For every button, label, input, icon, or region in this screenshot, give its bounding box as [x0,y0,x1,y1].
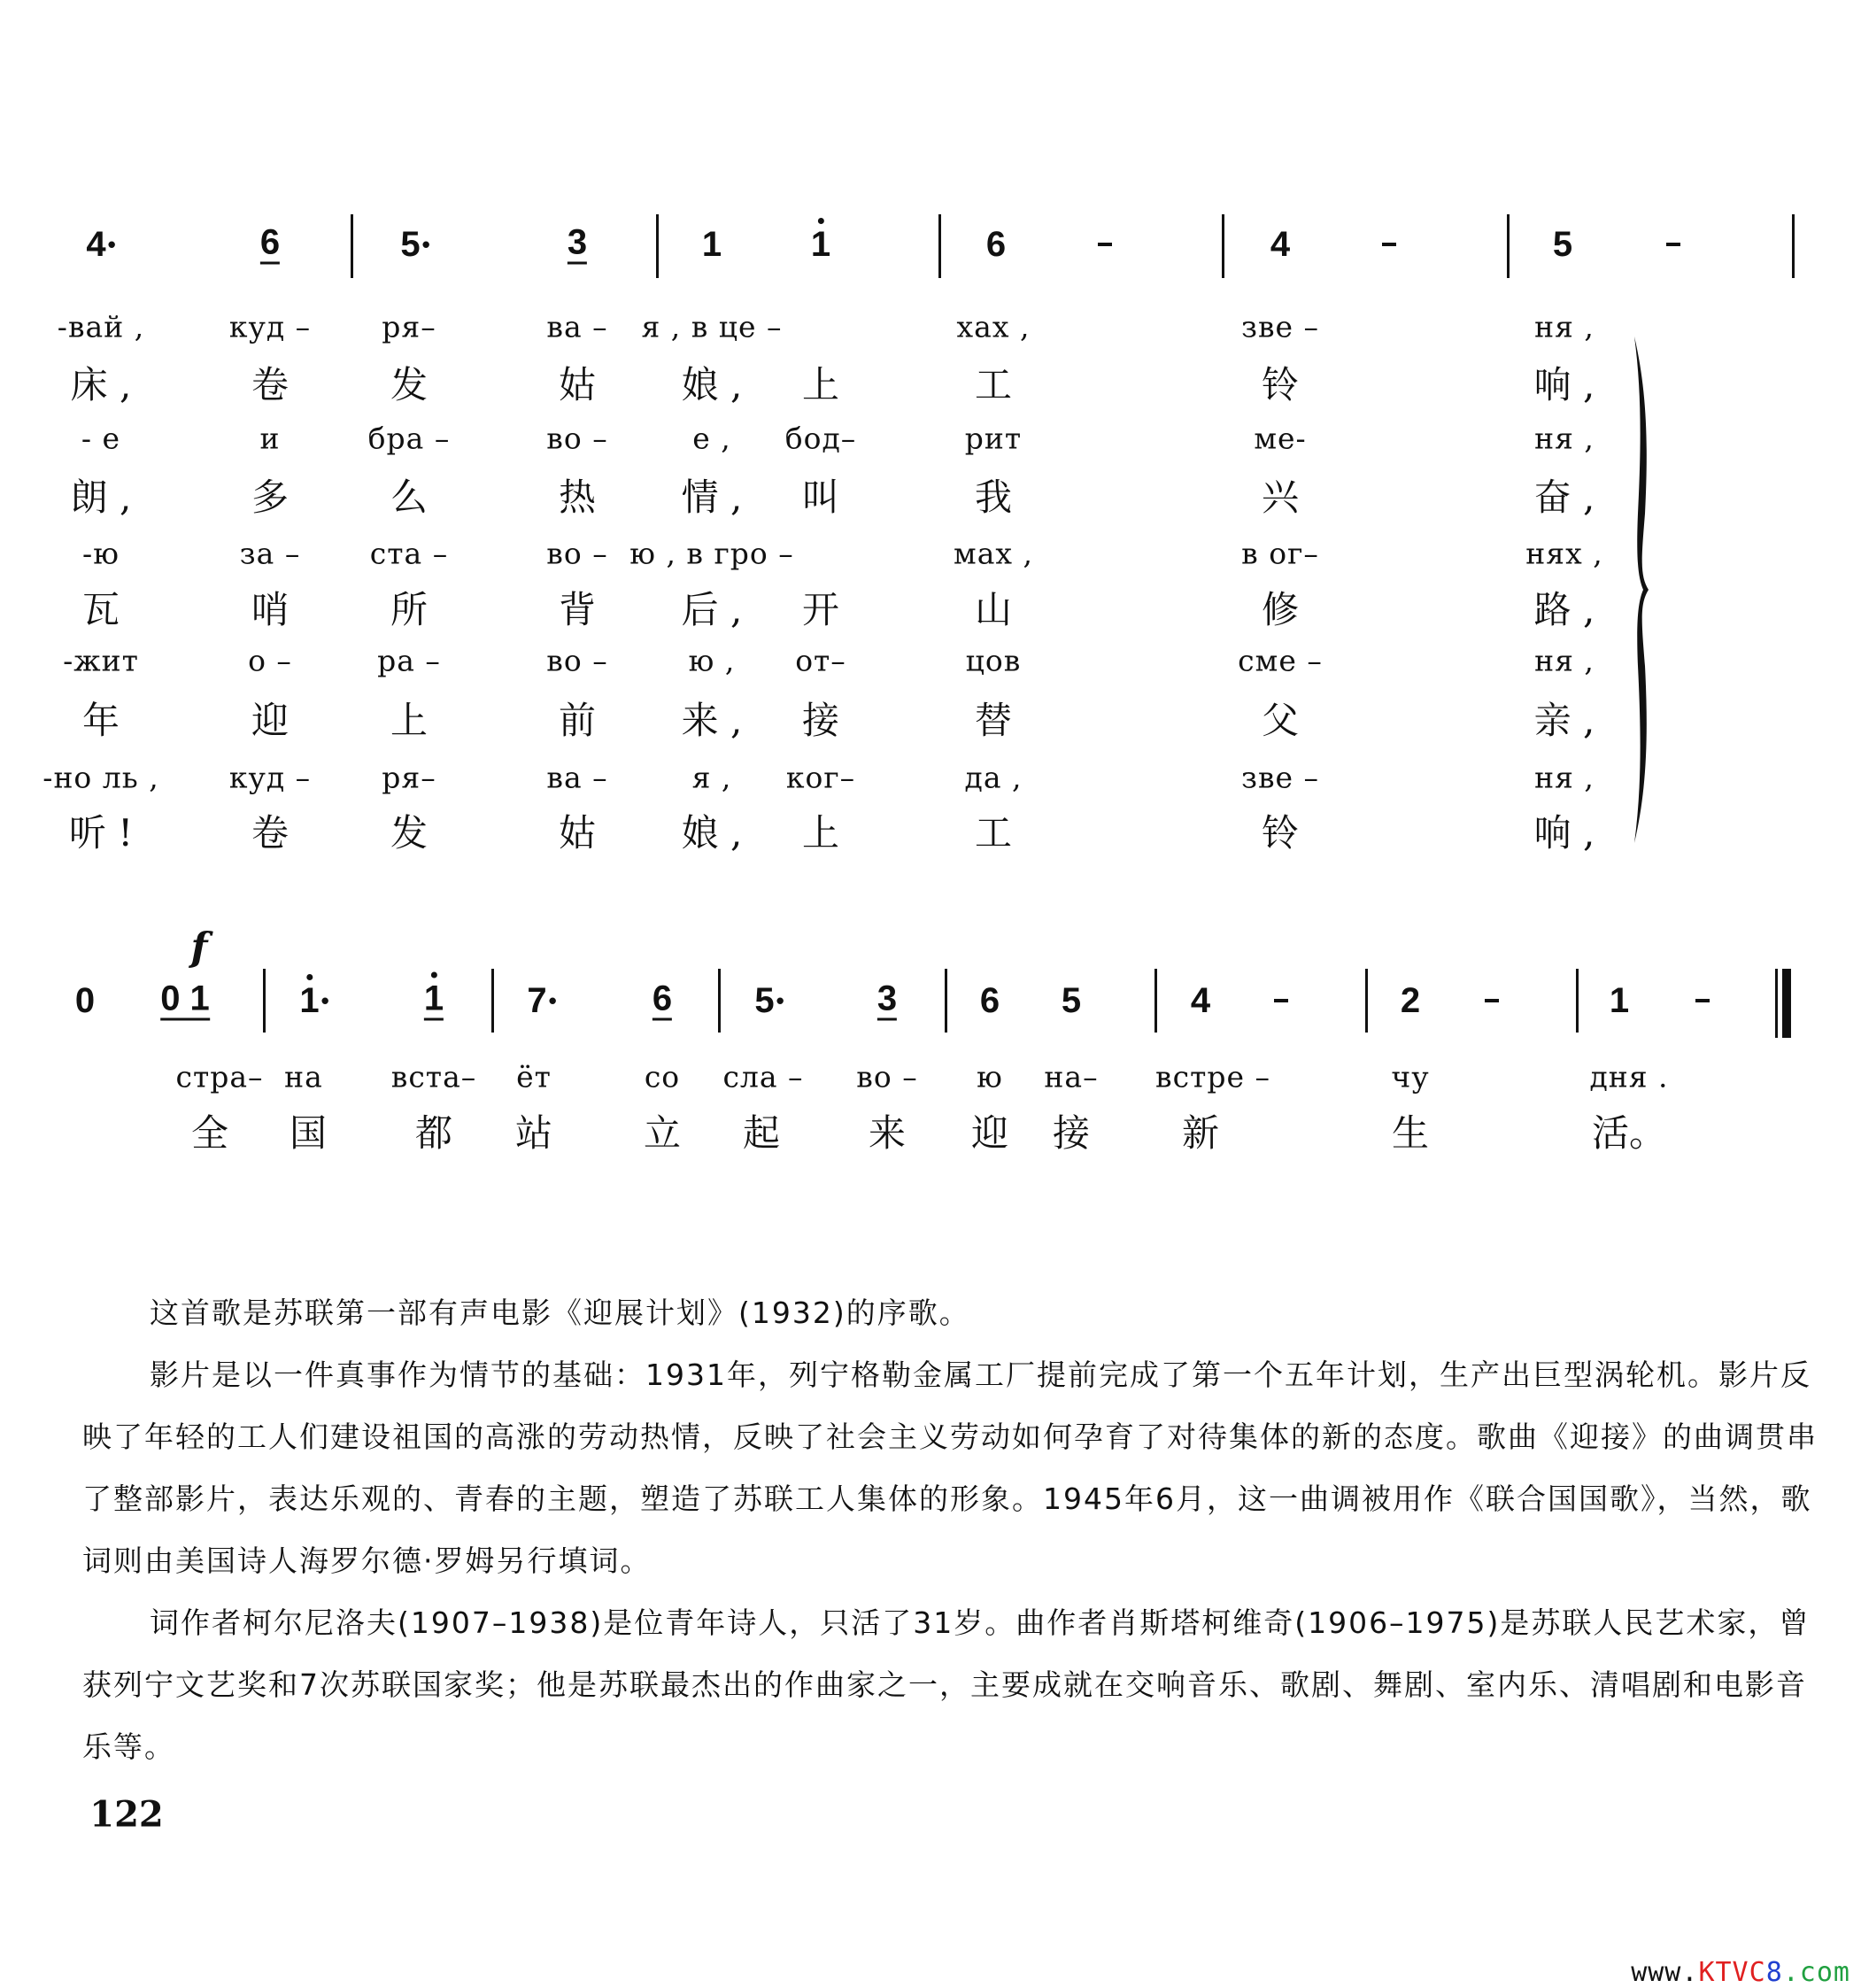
jianpu-note [754,983,784,1018]
lyric-russian: рит [964,421,1023,456]
barline [656,214,659,278]
note-value: 5 [754,981,775,1020]
note-value: 3 [567,222,588,262]
note-digit [1610,981,1629,1020]
jianpu-note [986,227,1006,262]
barline [718,969,721,1033]
note-digit [702,225,722,264]
jianpu-note [86,227,115,262]
jianpu-note [1401,983,1420,1018]
lyric-chinese: 来 [868,1111,907,1155]
lyric-russian: ю , [688,643,736,678]
lyric-russian: ря– [382,760,436,795]
lyric-russian: куд – [228,309,312,344]
note-digit [299,981,319,1020]
sustain-dash [1695,999,1710,1002]
jianpu-note [877,981,897,1021]
lyric-russian: во – [546,643,608,678]
note-value: 1 [423,979,444,1018]
lyric-chinese: 我 [974,476,1013,519]
lyric-russian: ме- [1254,421,1307,456]
lyric-russian: я , [691,760,732,795]
note-value: 1 [1609,981,1630,1020]
barline [1576,969,1579,1033]
sustain-dash [1666,243,1680,246]
sustain-dash [1485,999,1499,1002]
note-value: 4 [86,225,106,264]
note-digit [160,981,210,1021]
lyric-russian: да , [964,760,1023,795]
lyric-russian: от– [795,643,846,678]
jianpu-note [1553,227,1572,262]
lyric-russian: и [259,421,281,456]
lyric-chinese: 瓦 [81,588,120,631]
lyric-chinese: 修 [1261,588,1300,631]
lyric-russian: бод– [784,421,857,456]
lyric-russian: ня , [1534,309,1595,344]
dynamic-forte: f [190,924,208,971]
lyric-russian: нях , [1525,536,1603,571]
lyric-chinese: 热 [558,476,597,519]
commentary [82,1282,1818,1778]
lyric-chinese: 发 [390,363,429,406]
lyric-chinese: 后 , [681,588,743,631]
watermark-suffix: .com [1782,1957,1850,1988]
note-digit [653,981,672,1021]
note-digit [754,981,774,1020]
lyric-russian: во – [546,536,608,571]
lyric-russian: бра – [367,421,451,456]
barline [938,214,941,278]
lyric-russian: ря– [382,309,436,344]
note-value: 2 [1400,981,1421,1020]
jianpu-note [160,981,210,1021]
lyric-chinese: 床 , [70,363,132,406]
lyric-chinese: 多 [251,476,290,519]
lyric-chinese: 奋 , [1533,476,1595,519]
note-digit [1062,981,1081,1020]
watermark [1631,1957,1850,1988]
lyric-chinese: 铃 [1261,363,1300,406]
lyric-chinese: 迎 [251,699,290,742]
lyric-chinese: 前 [558,699,597,742]
jianpu-note [653,981,672,1021]
lyric-russian: ня , [1534,643,1595,678]
note-value: 4 [1190,981,1211,1020]
lyric-russian: ня , [1534,421,1595,456]
note-value: 4 [1270,225,1291,264]
note-value: 1 [299,981,320,1020]
lyric-russian: в ог– [1241,536,1319,571]
lyric-russian: ста – [369,536,449,571]
lyric-russian: во – [546,421,608,456]
note-value: 6 [985,225,1007,264]
lyric-chinese: 背 [558,588,597,631]
lyric-chinese: 上 [801,363,840,406]
augmentation-dot: • [548,987,557,1014]
lyric-chinese: 接 [801,699,840,742]
commentary-paragraph-3: 词作者柯尔尼洛夫(1907–1938)是位青年诗人，只活了31岁。曲作者肖斯塔柯维奇(1906–1975)是苏联人民艺术家，曾获列宁文艺奖和7次苏联国家奖；他是苏联最杰出的作曲家之一，主要成就在交响音乐、歌剧、舞剧、室内乐、清唱剧和电影音乐等。 [82,1605,1811,1764]
lyric-chinese: 接 [1052,1111,1091,1155]
lyric-chinese: 上 [801,811,840,855]
lyric-chinese: 响 , [1533,363,1595,406]
note-digit [980,981,1000,1020]
lyric-chinese: 都 [414,1111,453,1155]
lyric-chinese: 年 [81,699,120,742]
lyric-chinese: 卷 [251,363,290,406]
lyric-chinese: 发 [390,811,429,855]
lyric-chinese: 情 , [681,476,743,519]
lyric-chinese: 叫 [801,476,840,519]
final-barline-thin [1775,969,1778,1038]
sustain-dash [1098,243,1112,246]
lyric-russian: на– [1044,1059,1099,1095]
note-value: 1 [810,225,831,264]
lyric-chinese: 工 [974,811,1013,855]
lyric-russian: -жит [63,643,139,678]
lyric-chinese: 听 ! [68,811,134,855]
lyric-russian: -ю [82,536,120,571]
jianpu-note [567,222,588,265]
note-digit [811,225,830,264]
barline [263,969,266,1033]
lyric-chinese: 亲 , [1533,699,1595,742]
note-digit [877,981,897,1021]
augmentation-dot: • [421,231,430,258]
lyric-russian: за – [239,536,301,571]
note-value: 0 [74,981,96,1020]
jianpu-note [400,227,429,262]
lyric-russian: на [284,1059,323,1095]
lyric-russian: ёт [516,1059,552,1095]
lyric-chinese: 来 , [681,699,743,742]
lyric-russian: сла – [722,1059,804,1095]
lyric-russian: о – [248,643,292,678]
lyric-chinese: 起 [742,1111,781,1155]
augmentation-dot: • [320,987,329,1014]
barline [491,969,494,1033]
lyric-chinese: 所 [390,588,429,631]
note-digit [400,225,420,264]
jianpu-note [1191,983,1210,1018]
barline [1507,214,1510,278]
sustain-dash [1382,243,1396,246]
jianpu-note [1610,983,1629,1018]
jianpu-note [811,227,830,262]
barline [351,214,353,278]
lyric-russian: хах , [956,309,1031,344]
lyric-chinese: 姑 [558,811,597,855]
lyric-russian: я , в це – [641,309,783,344]
lyric-chinese: 姑 [558,363,597,406]
lyric-chinese: 父 [1261,699,1300,742]
lyric-russian: ва – [546,309,608,344]
note-value: 7 [527,981,547,1020]
note-digit [1553,225,1572,264]
note-value: 6 [259,222,281,262]
note-digit [527,981,546,1020]
lyric-chinese: 兴 [1261,476,1300,519]
jianpu-note [299,983,328,1018]
lyric-russian: ва – [546,760,608,795]
lyric-chinese: 上 [390,699,429,742]
watermark-brand: KTVC [1698,1957,1766,1988]
lyric-russian: цов [965,643,1022,678]
lyric-chinese: 站 [514,1111,553,1155]
lyric-chinese: 新 [1181,1111,1220,1155]
augmentation-dot: • [776,987,784,1014]
lyric-russian: е , [692,421,731,456]
lyric-russian: ня , [1534,760,1595,795]
note-digit [424,981,444,1021]
note-digit [75,981,95,1020]
note-digit [1401,981,1420,1020]
lyric-chinese: 哨 [251,588,290,631]
jianpu-note [980,983,1000,1018]
lyric-chinese: 娘 , [681,363,743,406]
commentary-paragraph-1: 这首歌是苏联第一部有声电影《迎展计划》(1932)的序歌。 [150,1296,970,1330]
lyric-russian: зве – [1240,760,1320,795]
lyric-russian: вста– [390,1059,477,1095]
barline [1792,214,1795,278]
lyric-russian: сме – [1238,643,1323,678]
lyric-chinese: 迎 [970,1111,1009,1155]
note-digit [1270,225,1290,264]
commentary-paragraph-2: 影片是以一件真事作为情节的基础：1931年，列宁格勒金属工厂提前完成了第一个五年计划，生产出巨型涡轮机。影片反映了年轻的工人们建设祖国的高涨的劳动热情，反映了社会主义劳动如何孕育了对待集体的新的态度。歌曲《迎接》的曲调贯串了整部影片，表达乐观的、青春的主题，塑造了苏联工人集体的形象。1945年6月，这一曲调被用作《联合国国歌》，当然，歌词则由美国诗人海罗尔德·罗姆另行填词。 [82,1358,1818,1578]
note-value: 5 [400,225,421,264]
lyric-chinese: 么 [390,476,429,519]
lyric-chinese: 铃 [1261,811,1300,855]
note-value: 6 [979,981,1000,1020]
note-value: 5 [1061,981,1082,1020]
note-value: 1 [701,225,722,264]
watermark-prefix: www. [1631,1957,1699,1988]
lyric-chinese: 路 , [1533,588,1595,631]
lyric-russian: куд – [228,760,312,795]
lyric-russian: дня . [1589,1059,1669,1095]
lyric-chinese: 活。 [1591,1111,1667,1155]
lyric-chinese: 朗 , [70,476,132,519]
note-value: 6 [652,979,673,1018]
note-value: 3 [876,979,898,1018]
lyric-russian: -вай , [57,309,145,344]
lyric-chinese: 山 [974,588,1013,631]
note-digit [986,225,1006,264]
jianpu-note [1270,227,1290,262]
lyric-russian: ког– [785,760,856,795]
lyric-chinese: 开 [801,588,840,631]
lyric-chinese: 国 [289,1111,328,1155]
barline [945,969,947,1033]
lyric-russian: во – [856,1059,918,1095]
lyric-russian: стра– [175,1059,264,1095]
final-barline-thick [1782,969,1791,1038]
jianpu-note [702,227,722,262]
note-digit [567,222,588,265]
lyric-chinese: 立 [643,1111,682,1155]
note-value: 0 1 [160,979,210,1018]
barline [1222,214,1224,278]
lyric-chinese: 娘 , [681,811,743,855]
sustain-dash [1274,999,1288,1002]
note-digit [1191,981,1210,1020]
note-value: 5 [1552,225,1573,264]
barline [1365,969,1368,1033]
lyric-russian: мах , [954,536,1033,571]
lyric-russian: - е [81,421,121,456]
jianpu-note [75,983,95,1018]
barline [1154,969,1157,1033]
lyric-russian: -но ль , [42,760,159,795]
lyric-chinese: 工 [974,363,1013,406]
lyric-chinese: 替 [974,699,1013,742]
lyric-chinese: 卷 [251,811,290,855]
note-digit [86,225,105,264]
verse-brace [1629,336,1664,843]
lyric-chinese: 生 [1391,1111,1430,1155]
jianpu-note [259,222,281,265]
lyric-russian: ю [977,1059,1003,1095]
lyric-russian: ю , в гро – [629,536,794,571]
watermark-digit: 8 [1765,1957,1783,1988]
note-digit [259,222,281,265]
lyric-chinese: 响 , [1533,811,1595,855]
augmentation-dot: • [107,231,116,258]
page-number: 122 [89,1793,164,1836]
jianpu-note [1062,983,1081,1018]
lyric-russian: встре – [1155,1059,1270,1095]
jianpu-note [527,983,556,1018]
lyric-russian: ра – [377,643,441,678]
lyric-russian: зве – [1240,309,1320,344]
lyric-russian: чу [1391,1059,1430,1095]
jianpu-note [424,981,444,1021]
lyric-chinese: 全 [190,1111,229,1155]
lyric-russian: со [644,1059,681,1095]
